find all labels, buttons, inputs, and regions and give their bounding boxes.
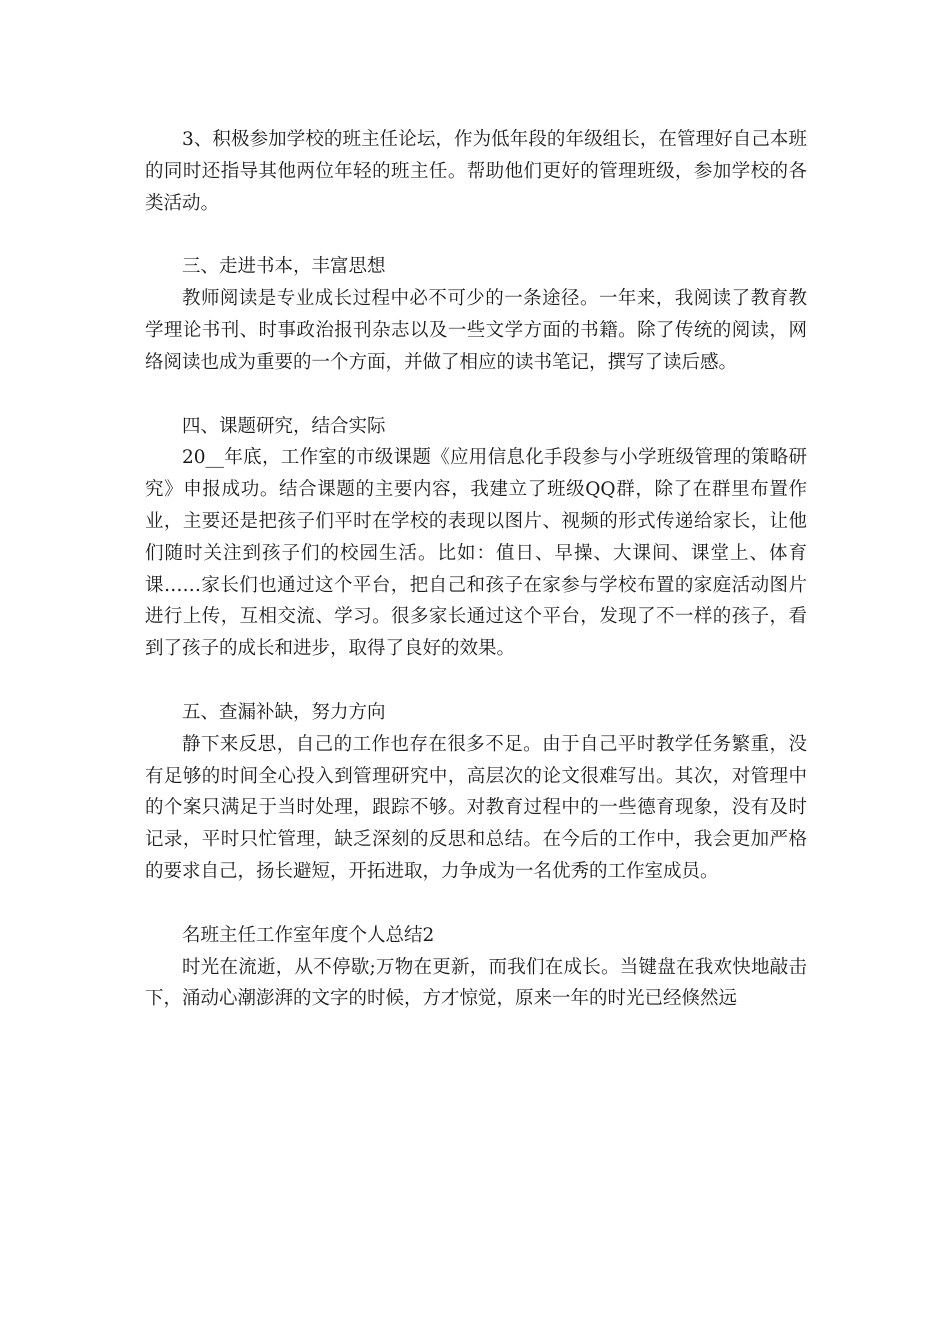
paragraph-research: 20__年底，工作室的市级课题《应用信息化手段参与小学班级管理的策略研究》申报成功。结合课题的主要内容，我建立了班级QQ群，除了在群里布置作业，主要还是把孩子们平时在学校的表现以图片、视频的形式传递给家长，让他们随时关注到孩子们的校园生活。比如：值日、早操、大课间、课堂上、体育课……家长们也通过这个平台，把自己和孩子在家参与学校布置的家庭活动图片进行上传，互相交流、学习。很多家长通过这个平台，发现了不一样的孩子，看到了孩子的成长和进步，取得了良好的效果。 bbox=[145, 447, 807, 660]
paragraph-gap bbox=[145, 219, 807, 251]
document-title-2: 名班主任工作室年度个人总结2 bbox=[182, 924, 435, 946]
paragraph-gap bbox=[145, 888, 807, 920]
paragraph-improvement: 静下来反思，自己的工作也存在很多不足。由于自己平时教学任务繁重，没有足够的时间全心投入到管理研究中，高层次的论文很难写出。其次，对管理中的个案只满足于当时处理，跟踪不够。对教育过程中的一些德育现象，没有及时记录，平时只忙管理，缺乏深刻的反思和总结。在今后的工作中，我会更加严格的要求自己，扬长避短，开拓进取，力争成为一名优秀的工作室成员。 bbox=[145, 733, 807, 882]
paragraph-gap bbox=[145, 665, 807, 697]
document-page bbox=[145, 124, 807, 1015]
section-heading-reading: 三、走进书本，丰富思想 bbox=[182, 256, 386, 278]
section-heading-improvement: 五、查漏补缺，努力方向 bbox=[182, 701, 386, 723]
paragraph-reading: 教师阅读是专业成长过程中必不可少的一条途径。一年来，我阅读了教育教学理论书刊、时事政治报刊杂志以及一些文学方面的书籍。除了传统的阅读，网络阅读也成为重要的一个方面，并做了相应的读书笔记，撰写了读后感。 bbox=[145, 288, 807, 373]
section-heading-research: 四、课题研究，结合实际 bbox=[182, 415, 386, 437]
paragraph-forum: 3、积极参加学校的班主任论坛，作为低年段的年级组长，在管理好自己本班的同时还指导其他两位年轻的班主任。帮助他们更好的管理班级，参加学校的各类活动。 bbox=[145, 129, 807, 214]
paragraph-gap bbox=[145, 379, 807, 411]
paragraph-time: 时光在流逝，从不停歇;万物在更新，而我们在成长。当键盘在我欢快地敲击下，涌动心潮澎湃的文字的时候，方才惊觉，原来一年的时光已经倏然远 bbox=[145, 956, 807, 1010]
